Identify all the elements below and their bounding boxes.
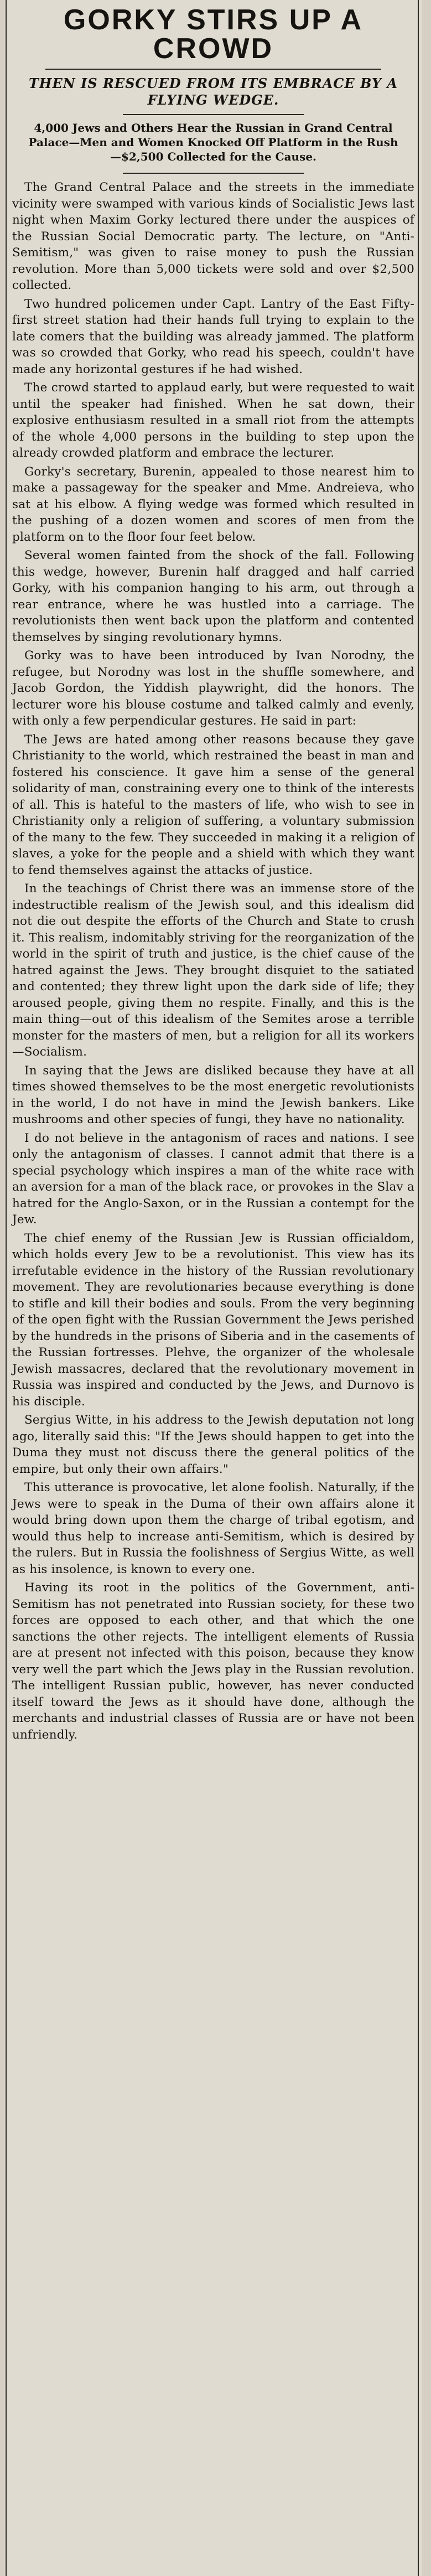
paragraph: Gorky's secretary, Burenin, appealed to those nearest him to make a passageway for the speaker and Mme. Andreieva, who sat at his elbow. A flying wedge was formed which resulted in the pushing of a dozen women and scores of men from the platform on to the floor four feet below.	[12, 464, 414, 544]
article-body	[12, 179, 414, 1743]
deck: 4,000 Jews and Others Hear the Russian in Grand Central Palace—Men and Women Knocked Off Platform in the Rush—$2,500 Collected for the Cause.	[28, 121, 398, 163]
paragraph: This utterance is provocative, let alone foolish. Naturally, if the Jews were to speak in the Duma of their own affairs alone it would bring down upon them the charge of tribal egotism, and would thus help to increase anti-Semitism, which is desired by the rulers. But in Russia the foolishness of Sergius Witte, as well as his insolence, is known to every one.	[12, 1481, 414, 1576]
divider	[123, 114, 304, 115]
divider	[123, 173, 304, 174]
paragraph: The crowd started to applaud early, but were requested to wait until the speaker had finished. When he sat down, their explosive enthusiasm resulted in a small riot from the attempts of the whole 4,000 persons in the building to step upon the already crowded platform and embrace the lecturer.	[12, 381, 414, 460]
paragraph: The chief enemy of the Russian Jew is Russian officialdom, which holds every Jew to be a revolutionist. This view has its irrefutable evidence in the history of the Russian revolutionary movement. They are revolutionaries because everything is done to stifle and kill their bodies and souls. From the very beginning of the open fight with the Russian Government the Jews perished by the hundreds in the prisons of Siberia and in the casements of the Russian fortresses. Plehve, the organizer of the wholesale Jewish massacres, declared that the revolutionary movement in Russia was inspired and conducted by the Jews, and Durnovo is his disciple.	[12, 1231, 414, 1409]
paragraph: The Grand Central Palace and the streets in the immediate vicinity were swamped with various kinds of Socialistic Jews last night when Maxim Gorky lectured there under the auspices of the Russian Social Democratic party. The lecture, on "Anti-Semitism," was given to raise money to push the Russian revolution. More than 5,000 tickets were sold and over $2,500 collected.	[12, 180, 414, 292]
paragraph: In saying that the Jews are disliked because they have at all times showed themselves to be the most energetic revolutionists in the world, I do not have in mind the Jewish bankers. Like mushrooms and other species of fungi, they have no nationality.	[12, 1063, 414, 1126]
paragraph: Gorky was to have been introduced by Ivan Norodny, the refugee, but Norodny was lost in the shuffle somewhere, and Jacob Gordon, the Yiddish playwright, did the honors. The lecturer wore his blouse costume and talked calmly and evenly, with only a few perpendicular gestures. He said in part:	[12, 649, 414, 728]
paragraph: Several women fainted from the shock of the fall. Following this wedge, however, Burenin half dragged and half carried Gorky, with his companion hanging to his arm, out through a rear entrance, where he was hustled into a carriage. The revolutionists then went back upon the platform and contented themselves by singing revolutionary hymns.	[12, 549, 414, 644]
headline: GORKY STIRS UP A CROWD	[63, 4, 364, 65]
paragraph: In the teachings of Christ there was an immense store of the indestructible realism of the Jewish soul, and this idealism did not die out despite the efforts of the Church and State to crush it. This realism, indomitably striving for the reorganization of the world in the spirit of truth and justice, is the chief cause of the hatred against the Jews. They brought disquiet to the satiated and contented; they threw light upon the dark side of life; they aroused people, giving them no respite. Finally, and this is the main thing—out of this idealism of the Semites arose a terrible monster for the masters of men, but a religion for all its workers—Socialism.	[12, 882, 414, 1059]
column-rule-left	[6, 0, 7, 2576]
newspaper-column	[4, 0, 422, 2576]
paragraph: Two hundred policemen under Capt. Lantry of the East Fifty-first street station had their hands full trying to explain to the late comers that the building was already jammed. The platform was so crowded that Gorky, who read his speech, couldn't have made any horizontal gestures if he had wished.	[12, 297, 414, 376]
subheadline: THEN IS RESCUED FROM ITS EMBRACE BY A FLYING WEDGE.	[28, 75, 398, 108]
paragraph: I do not believe in the antagonism of races and nations. I see only the antagonism of classes. I cannot admit that there is a special psychology which inspires a man of the white race with an aversion for a man of the black race, or provokes in the Slav a hatred for the Anglo-Saxon, or in the Russian a contempt for the Jew.	[12, 1131, 414, 1227]
paragraph: Having its root in the politics of the Government, anti-Semitism has not penetrated into Russian society, for these two forces are opposed to each other, and that which the one sanctions the other rejects. The intelligent elements of Russia are at present not infected with this poison, because they know very well the part which the Jews play in the Russian revolution. The intelligent Russian public, however, has never conducted itself toward the Jews as it should have done, although the merchants and industrial classes of Russia are or have not been unfriendly.	[12, 1581, 414, 1742]
divider	[45, 69, 381, 70]
column-rule-right	[418, 0, 419, 2576]
paragraph: The Jews are hated among other reasons because they gave Christianity to the world, which restrained the beast in man and fostered his conscience. It gave him a sense of the general solidarity of man, constraining every one to think of the interests of all. This is hateful to the masters of life, who wish to see in Christianity only a religion of suffering, a voluntary submission of the many to the few. They succeeded in making it a religion of slaves, a yoke for the people and a shield with which they want to fend themselves against the attacks of justice.	[12, 732, 414, 877]
paragraph: Sergius Witte, in his address to the Jewish deputation not long ago, literally said this: "If the Jews should happen to get into the Duma they must not discuss there the general politics of the empire, but only their own affairs."	[12, 1413, 414, 1476]
